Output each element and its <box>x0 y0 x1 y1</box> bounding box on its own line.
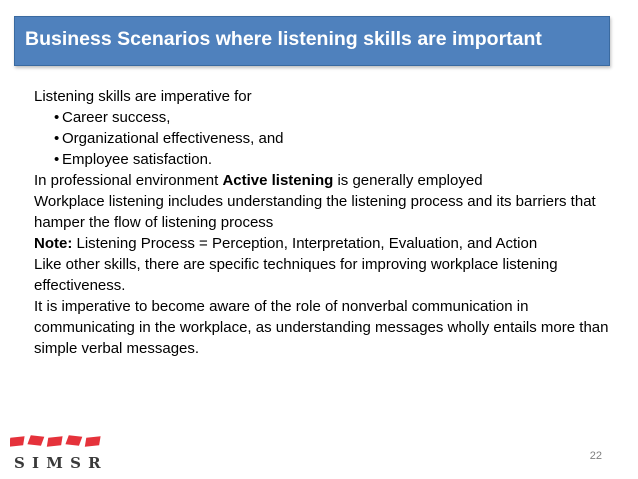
note-line: Note: Listening Process = Perception, Interpretation, Evaluation, and Action <box>34 235 538 252</box>
logo-mark <box>27 435 44 445</box>
bullet-icon: • <box>54 109 60 126</box>
logo-marks <box>10 435 101 446</box>
logo-mark <box>47 436 63 446</box>
title-bar <box>14 16 610 66</box>
logo-text: S I M S R <box>14 454 102 472</box>
techniques-paragraph: Like other skills, there are specific techniques for improving workplace listening effectiveness. <box>34 256 558 294</box>
logo-mark <box>85 436 101 446</box>
bullet-item: • Career success, <box>54 109 171 126</box>
intro-text: Listening skills are imperative for <box>34 88 252 105</box>
bullet-item: • Employee satisfaction. <box>54 151 213 168</box>
slide-title: Business Scenarios where listening skills are important <box>25 28 542 50</box>
bullet-icon: • <box>54 130 60 147</box>
bullet-item: • Organizational effectiveness, and <box>54 130 284 147</box>
bullet-list <box>34 107 610 170</box>
logo-mark <box>10 436 25 446</box>
slide-number: 22 <box>589 450 602 462</box>
simsr-logo <box>10 429 110 473</box>
active-listening-line: In professional environment Active listening is generally employed <box>34 172 483 189</box>
bullet-icon: • <box>54 151 60 168</box>
logo-mark <box>65 435 82 445</box>
slide-content <box>34 86 610 359</box>
workplace-paragraph: Workplace listening includes understanding the listening process and its barriers that hamper the flow of listening process <box>34 193 596 231</box>
nonverbal-paragraph: It is imperative to become aware of the role of nonverbal communication in communicating in the workplace, as understanding messages wholly entails more than simple verbal messages. <box>34 298 609 357</box>
